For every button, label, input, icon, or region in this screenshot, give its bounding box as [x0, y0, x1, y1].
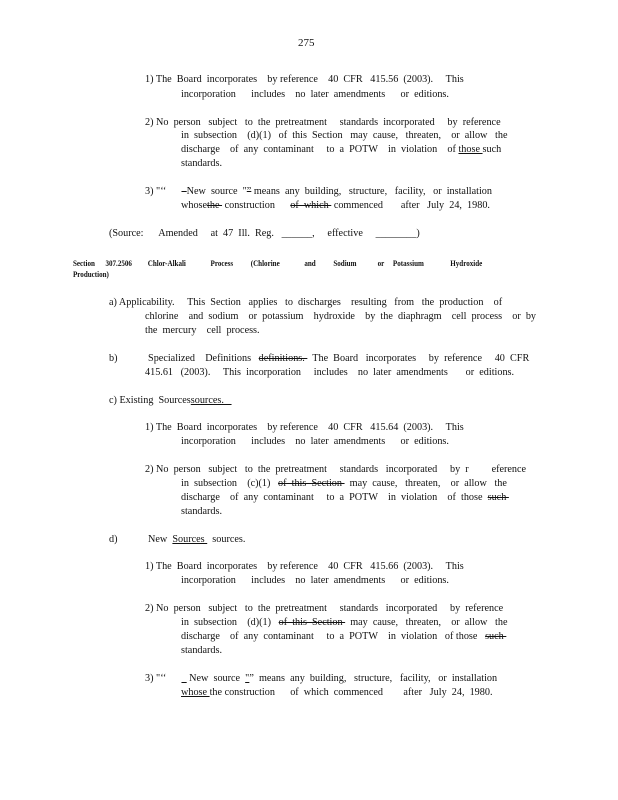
- c-item-1-line-2: incorporation includes no later amendments or editions.: [181, 436, 449, 447]
- underlined-insertion: _: [181, 673, 187, 684]
- new-sources-label: [109, 533, 245, 546]
- d-item-2-line-2: [181, 616, 508, 629]
- item-3-line-1: [145, 185, 492, 198]
- strikethrough-deletion: –: [181, 186, 187, 197]
- item-2-line-2: in subsection (d)(1) of this Section may cause, threaten, or allow the: [181, 130, 508, 141]
- strikethrough-deletion: ”: [246, 186, 252, 197]
- text: the construction of which commenced after July 24, 1980.: [209, 687, 493, 698]
- applicability-line-1: a) Applicability. This Section applies to discharges resulting from the production of: [109, 297, 503, 308]
- item-1-line-2: incorporation includes no later amendments or editions.: [181, 89, 449, 100]
- d-item-2-line-1: 2) No person subject to the pretreatment standards incorporated by reference: [145, 603, 504, 614]
- text: discharge of any contaminant to a POTW in violation of: [181, 144, 459, 155]
- text: commenced after July 24, 1980.: [331, 200, 490, 211]
- underlined-insertion: sources.: [190, 395, 232, 406]
- underlined-insertion: those: [458, 144, 483, 155]
- d-item-2-line-3: [181, 630, 506, 643]
- d-item-1-line-2: incorporation includes no later amendments or editions.: [181, 575, 449, 586]
- strikethrough-deletion: such: [485, 631, 507, 642]
- text: whose: [181, 200, 208, 211]
- section-heading-line-1: Section 307.2506 Chlor-Alkali Process (Chlorine and Sodium or Potassium Hydroxide: [73, 258, 483, 268]
- item-2-line-4: standards.: [181, 158, 223, 169]
- source-note: (Source: Amended at 47 Ill. Reg. ______, effective ________): [109, 228, 420, 239]
- text: in subsection (c)(1): [181, 478, 279, 489]
- strikethrough-deletion: of which: [290, 200, 332, 211]
- item-1-line-1: 1) The Board incorporates by reference 40 CFR 415.56 (2003). This: [145, 74, 464, 85]
- text: may cause, threaten, or allow the: [345, 617, 508, 628]
- text: 3) "‘‘: [145, 186, 182, 197]
- section-heading-line-2: Production): [73, 269, 109, 279]
- text: may cause, threaten, or allow the: [344, 478, 507, 489]
- existing-sources-label: [109, 394, 232, 407]
- definitions-line-2: 415.61 (2003). This incorporation includes no later amendments or editions.: [145, 367, 515, 378]
- strikethrough-deletion: of this Section: [278, 617, 346, 628]
- c-item-2-line-2: [181, 477, 507, 490]
- text: 3) "‘‘: [145, 673, 182, 684]
- text: d) New: [109, 534, 173, 545]
- item-2-line-3: [181, 143, 501, 156]
- text: construction: [222, 200, 291, 211]
- c-item-2-line-1: 2) No person subject to the pretreatment standards incorporated by r eference: [145, 464, 527, 475]
- text: discharge of any contaminant to a POTW in violation of those: [181, 492, 488, 503]
- d-item-1-line-1: 1) The Board incorporates by reference 40 CFR 415.66 (2003). This: [145, 561, 464, 572]
- text: discharge of any contaminant to a POTW in violation of those: [181, 631, 486, 642]
- applicability-line-2: chlorine and sodium or potassium hydroxide by the diaphragm cell process or by: [145, 311, 537, 322]
- text: c) Existing Sources: [109, 395, 191, 406]
- text: in subsection (d)(1): [181, 617, 279, 628]
- text: means any building, structure, facility, or installation: [251, 186, 492, 197]
- strikethrough-deletion: the: [207, 200, 223, 211]
- d-item-3-line-1: [145, 672, 497, 685]
- underlined-insertion: Sources: [172, 534, 208, 545]
- c-item-1-line-1: 1) The Board incorporates by reference 40 CFR 415.64 (2003). This: [145, 422, 464, 433]
- d-item-2-line-4: standards.: [181, 645, 223, 656]
- text: New source: [186, 673, 246, 684]
- strikethrough-deletion: of this Section: [278, 478, 345, 489]
- text: The Board incorporates by reference 40 CFR: [307, 353, 530, 364]
- definitions-line-1: [109, 352, 529, 365]
- underlined-insertion: ": [245, 673, 250, 684]
- text: b) Specialized Definitions: [109, 353, 259, 364]
- item-3-line-2: [181, 199, 490, 212]
- item-2-line-1: 2) No person subject to the pretreatment standards incorporated by reference: [145, 117, 501, 128]
- strikethrough-deletion: such: [487, 492, 509, 503]
- strikethrough-deletion: definitions.: [258, 353, 308, 364]
- c-item-2-line-3: [181, 491, 509, 504]
- page-number: 275: [298, 37, 315, 49]
- c-item-2-line-4: standards.: [181, 506, 223, 517]
- text: New source ": [186, 186, 247, 197]
- applicability-line-3: the mercury cell process.: [145, 325, 260, 336]
- text: ” means any building, structure, facility, or installation: [249, 673, 498, 684]
- d-item-3-line-2: [181, 686, 493, 699]
- underlined-insertion: whose: [181, 687, 210, 698]
- text: such: [482, 144, 502, 155]
- text: sources.: [207, 534, 246, 545]
